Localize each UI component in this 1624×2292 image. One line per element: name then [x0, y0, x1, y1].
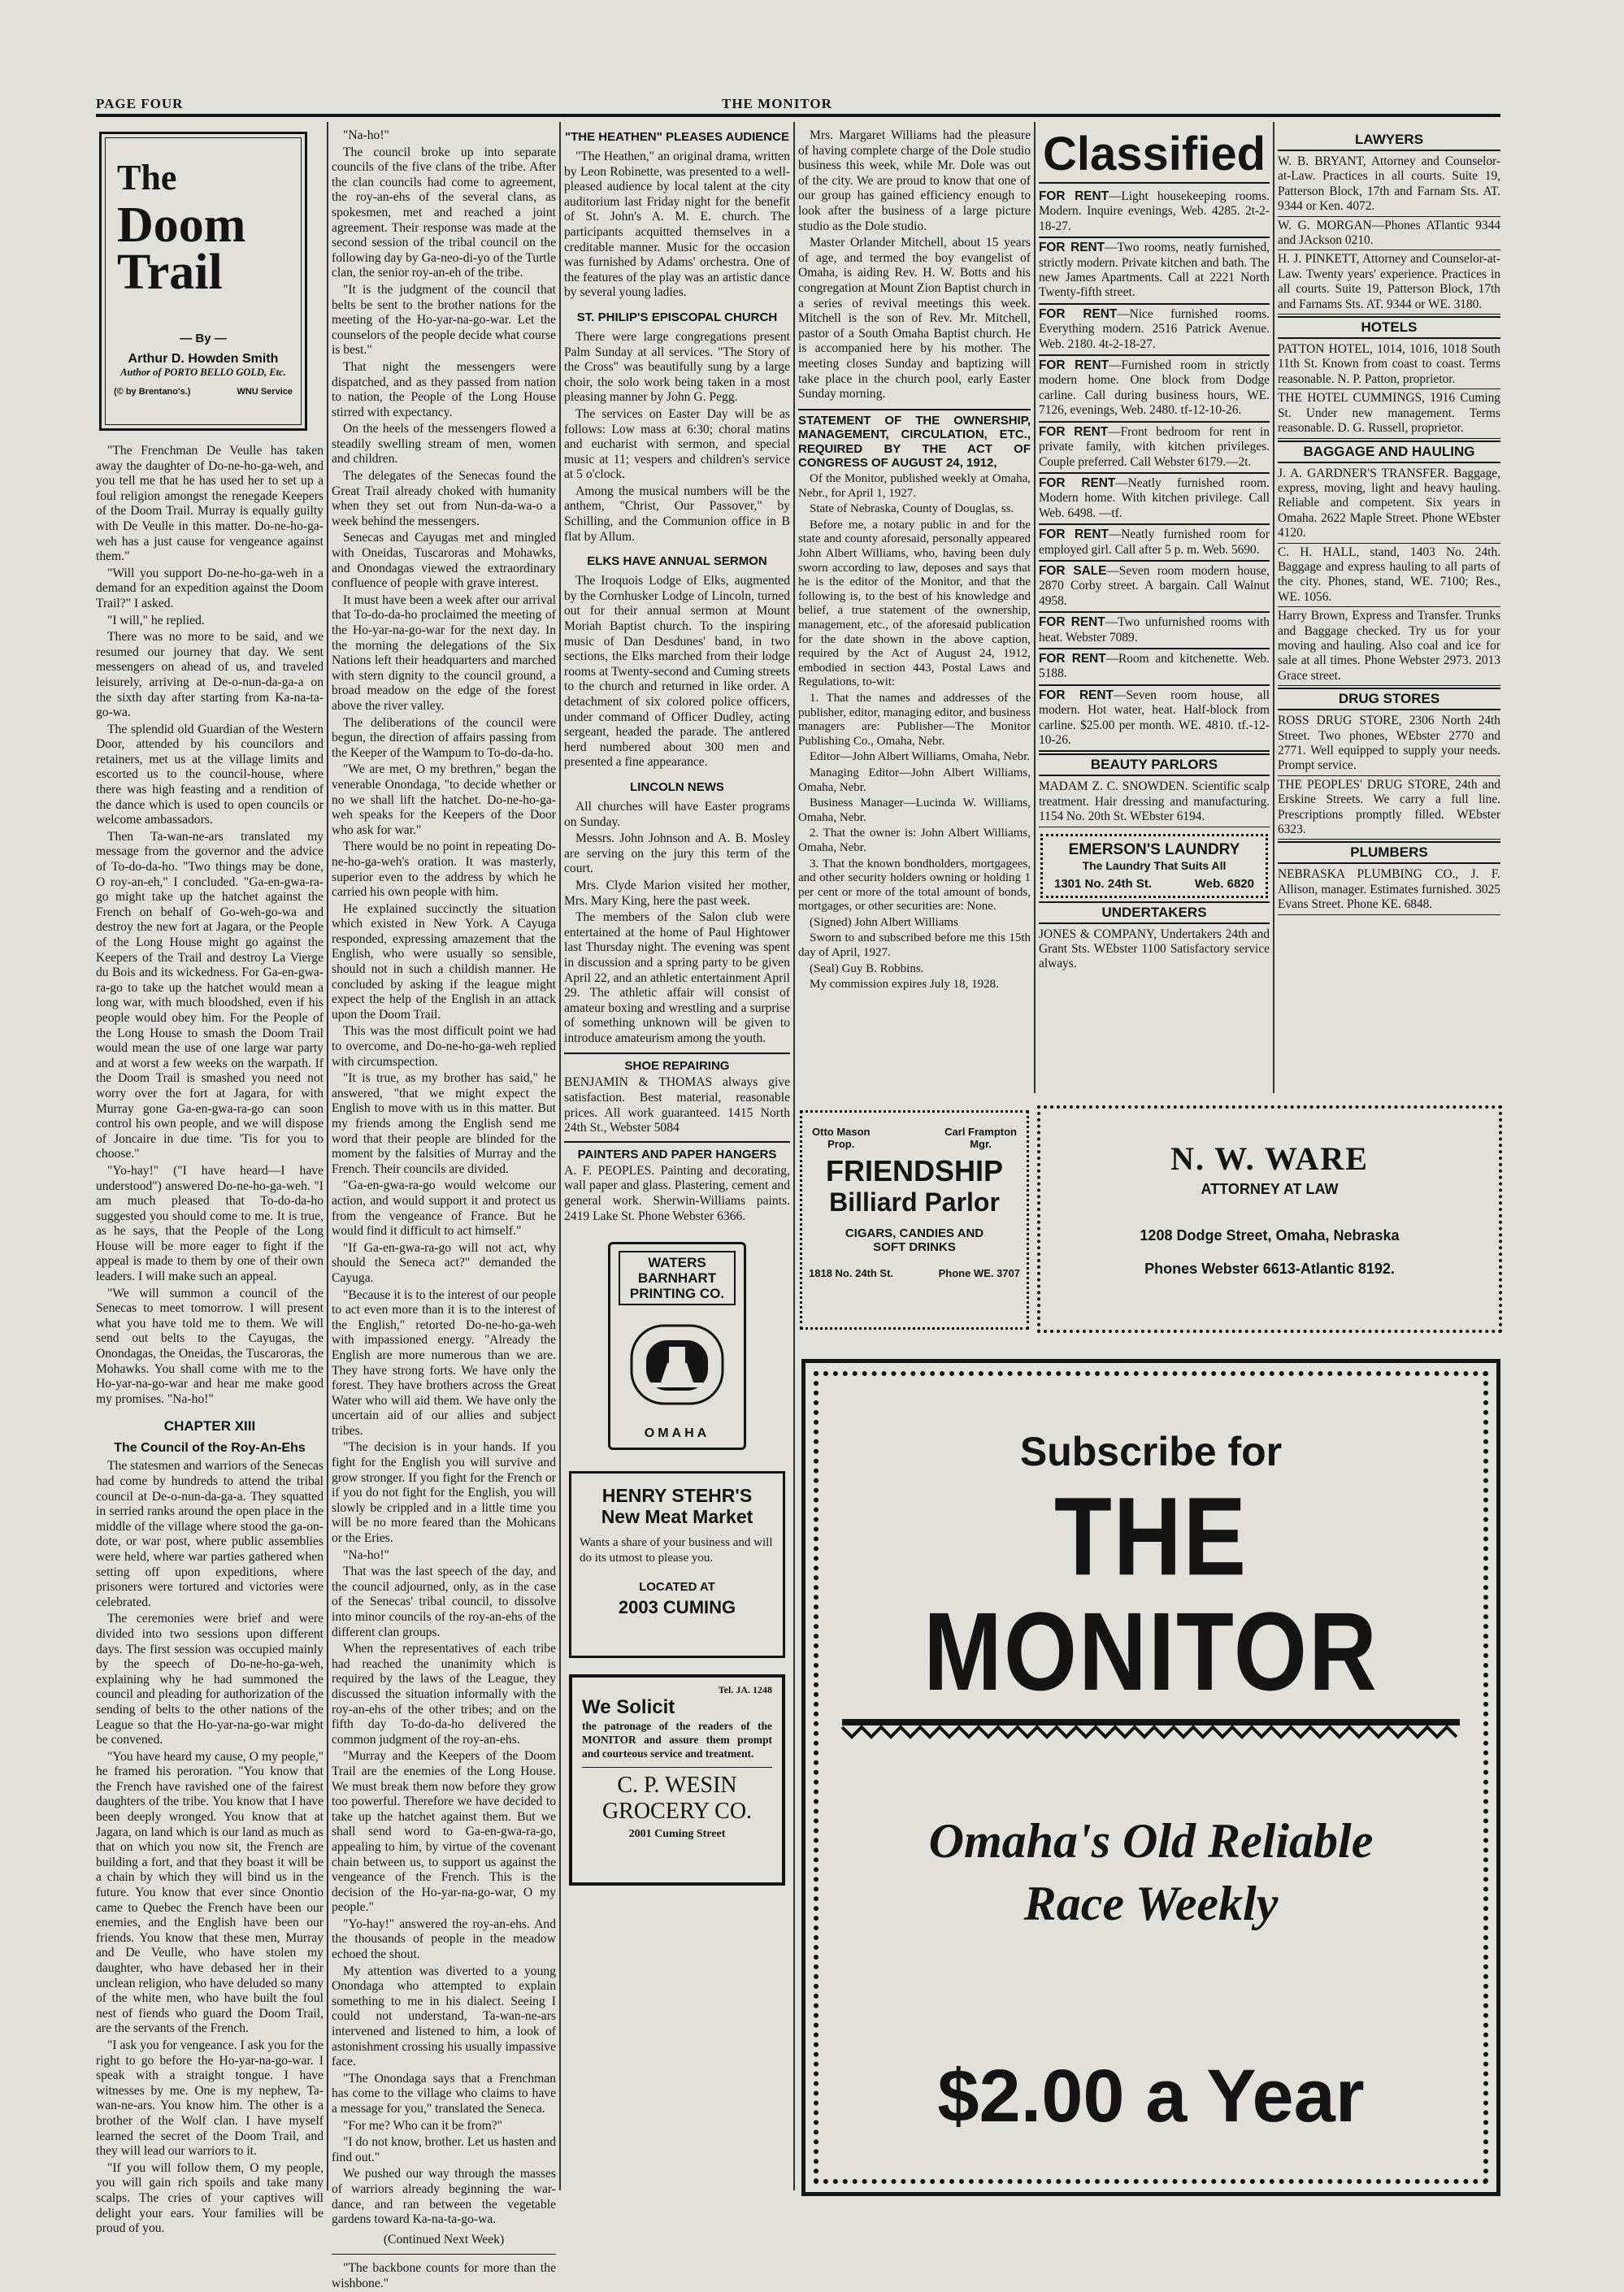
author-name: Arthur D. Howden Smith [128, 352, 279, 366]
story-body-cont [96, 1459, 323, 2236]
column-rule [1034, 122, 1036, 1093]
paragraph: "It is the judgment of the council that belts be sent to the brother nations for the meeting of the Ho-yar-na-go-war. Let the counselors of the people decide what course is best." [332, 282, 556, 358]
paragraph: This was the most difficult point we had to overcome, and Do-ne-ho-ga-weh replied with circumspection. [332, 1024, 556, 1069]
author-note: Author of PORTO BELLO GOLD, Etc. [120, 367, 286, 378]
chapter-subtitle: The Council of the Roy-An-Ehs [114, 1441, 306, 1456]
masthead-name: THE MONITOR [722, 96, 832, 111]
paragraph: "If you will follow them, O my people, you will gain rich spoils and take many scalps. The cries of your captives will delight your ears. Your families will be proud of you. [96, 2160, 323, 2236]
paragraph: "The Frenchman De Veulle has taken away the daughter of Do-ne-ho-ga-weh, and you tell me that he has used her to set up a foul religion amongst the renegade Keepers of the Doom Trail. Murray is equally guilty with De Veulle in this matter. Do-ne-ho-ga-weh has a just cause for vengeance against them." [96, 444, 323, 564]
paragraph: "For me? Who can it be from?" [343, 2118, 503, 2133]
paragraph: My attention was diverted to a young Onondaga who attempted to explain something to me in his dialect. Seeing I could not understand, Ta-wan-ne-ars intervened and listened to him, a look of astonishment crossing his usually impassive face. [332, 1964, 556, 2069]
paragraph: Messrs. John Johnson and A. B. Mosley are serving on the jury this term of the court. [564, 831, 790, 876]
hotels-heading: HOTELS [1278, 316, 1500, 339]
column-news [564, 128, 790, 2193]
paragraph: The Iroquois Lodge of Elks, augmented by the Cornhusker Lodge of Lincoln, turned out for their annual sermon at Mount Moriah Baptist church. To the inspiring music of Dan Desdunes' band, in two sections, the Elks marched from their lodge rooms at Twenty-second and Cuming streets to the church and returned in like order. A detachment of six colored police officers, under command of Officer Dudley, acting sergeant, headed the parade. The antlered herd numbered about 300 men and presented a fine appearance. [564, 574, 790, 770]
paragraph: Mrs. Margaret Williams had the pleasure of having complete charge of the Dole studio business this week, while Mr. Dole was out of the city. We are proud to know that one of our group has gained efficiency enough to look after the business of a large picture studio as the Dole studio. [798, 128, 1031, 233]
paragraph: Sworn to and subscribed before me this 15th day of April, 1927. [798, 931, 1031, 960]
paragraph: There was no more to be said, and we resumed our journey that day. We sent messengers on ahead of us, and traveled leisurely, arriving at De-o-nun-da-ga-a on the sixth day after starting from Ka-na-ta-go-wa. [96, 630, 323, 720]
paragraph: "I do not know, brother. Let us hasten and find out." [332, 2135, 556, 2164]
paragraph: The services on Easter Day will be as follows: Low mass at 6:30; choral matins and eucharist with sermon, and special music at 11; vespers and children's service at 5 o'clock. [564, 406, 790, 482]
paragraph: "Yo-hay!" ("I have heard—I have understood") answered Do-ne-ho-ga-weh. "I am much pleased that To-do-da-ho suggested you should come to me. It is true, as he says, that the People of the Long House will be more eager to fight if the appeal is made to them by one of their own leaders. I will make such an appeal. [96, 1163, 323, 1284]
paragraph: 1. That the names and addresses of the publisher, editor, managing editor, and business managers are: Publisher—The Monitor Publishing Co., Omaha, Nebr. [798, 691, 1031, 748]
paragraph: We pushed our way through the masses of warriors already beginning the war-dance, and ran between the vegetable gardens toward Ka-na-ta-go-wa. [332, 2167, 556, 2227]
paragraph: "The decision is in your hands. If you fight for the English you will survive and grow stronger. If you fight for the French or if you do not fight for the English, you will slowly be crippled and in a little time you will be no more feared than the Mohicans or the Eries. [332, 1440, 556, 1546]
classified-listing: FOR RENT—Front bedroom for rent in private family, with kitchen privileges. Couple preferred. Call Webster 6179.—2t. [1039, 423, 1270, 474]
paragraph: "We will summon a council of the Senecas to meet tomorrow. I will present what you have told me to them. We will send out belts to the Cayugas, the Onondagas, the Oneidas, the Tuscaroras, the Mohawks. You shall come with me to the Ho-yar-na-go-war and hear me make good my promises. "Na-ho!" [96, 1286, 323, 1406]
emerson-laundry-ad: EMERSON'S LAUNDRY The Laundry That Suits All 1301 No. 24th St. Web. 6820 [1040, 834, 1268, 898]
paragraph: Harry Brown, Express and Transfer. Trunks and Baggage checked. Try us for your moving and hauling. Also coal and ice for sale at all times. Phone Webster 2973. 2013 Grace street. [1278, 607, 1500, 686]
plumbers-heading: PLUMBERS [1278, 841, 1500, 864]
headline-lincoln: LINCOLN NEWS [630, 779, 724, 794]
baggage-heading: BAGGAGE AND HAULING [1278, 441, 1500, 463]
paragraph: "We are met, O my brethren," began the venerable Onondaga, "to decide whether or no we shall lift the hatchet. Do-ne-ho-ga-weh speaks for the Keepers of the Door who ask for war." [332, 762, 556, 837]
paragraph: 2. That the owner is: John Albert Williams, Omaha, Nebr. [798, 827, 1031, 854]
paragraph: C. H. HALL, stand, 1403 No. 24th. Baggage and express hauling to all parts of the city. Phones, stand, WE. 7100; Res., WE. 1056. [1278, 544, 1500, 608]
chapter-heading: CHAPTER XIII [163, 1418, 256, 1435]
paragraph: NEBRASKA PLUMBING CO., J. F. Allison, manager. Estimates furnished. 3025 Evans Street. Phone KE. 6848. [1278, 866, 1500, 914]
waters-barnhart-ad: WATERS BARNHART PRINTING CO. OMAHA [608, 1242, 746, 1450]
paragraph: "The Onondaga says that a Frenchman has come to the village who claims to have a message for you," translated the Seneca. [332, 2071, 556, 2116]
paragraph: "I ask you for vengeance. I ask you for the right to go before the Ho-yar-na-go-war. I speak with a straight tongue. I have witnesses by me. One is my nephew, Ta-wan-ne-ars. You know him. The other is a brother of the Wolf clan. I have myself learned the secret of the Doom Trail, and they will lead our warriors to it. [96, 2038, 323, 2159]
paragraph: Master Orlander Mitchell, about 15 years of age, and termed the boy evangelist of Omaha, is aiding Rev. H. W. Botts and his congregation at Mount Zion Baptist church in a series of revival meetings this week. Mitchell is the son of Rev. Mr. Mitchell, pastor of a South Omaha Baptist church. He is accompanied here by his mother. The meeting closes Sunday and baptizing will take place in the church pool, early Easter Sunday morning. [798, 236, 1031, 402]
painters-ad: A. F. PEOPLES. Painting and decorating, wall paper and glass. Plastering, cement and general work. Sherwin-Williams paints. 2419 Lake St. Phone Webster 6366. [564, 1163, 790, 1223]
paragraph: J. A. GARDNER'S TRANSFER. Baggage, express, moving, light and heavy hauling. Reliable and competent. Six years in Omaha. 2622 Maple Street. Phone WEbster 4120. [1278, 465, 1500, 544]
byline: — By — [180, 332, 227, 345]
column-rule [1273, 122, 1274, 1093]
paragraph: (Signed) John Albert Williams [810, 915, 958, 929]
paragraph: H. J. PINKETT, Attorney and Counselor-at-Law. Twenty years' experience. Practices in all courts. Suite 19, Patterson Block, 17th and Farnams Sts. AT. 9344 or WE. 3180. [1278, 250, 1500, 315]
paragraph: My commission expires July 18, 1928. [810, 978, 999, 992]
paragraph: Managing Editor—John Albert Williams, Omaha, Nebr. [798, 766, 1031, 794]
column-story [96, 128, 323, 2236]
paragraph: When the representatives of each tribe had reached the unanimity which is required by the laws of the League, they discussed the situation informally with the roy-an-ehs of the other tribes; and on the fifth day To-do-da-ho delivered the common judgment of the roy-an-ehs. [332, 1642, 556, 1747]
paragraph: "Because it is to the interest of our people to act even more than it is to the interest of the English," retorted Do-ne-ho-ga-weh with impassioned energy. "Already the English are more numerous than we are. They have strong forts. We have only the forest. They have brothers across the Great Water who will aid them. We have only the uncertain aid of our allies and subject tribes. [332, 1287, 556, 1438]
paragraph: "I will," he replied. [107, 613, 205, 627]
decorative-rule-graphic [842, 1716, 1460, 1740]
column-story-cont [332, 128, 556, 2290]
continued-note: (Continued Next Week) [383, 2232, 505, 2246]
paragraph: That night the messengers were dispatched, and as they passed from nation to nation, the People of the Long House stirred with expectancy. [332, 359, 556, 419]
filler-quote: "The backbone counts for more than the wishbone." [332, 2261, 556, 2290]
paragraph: THE HOTEL CUMMINGS, 1916 Cuming St. Under new management. Terms reasonable. D. G. Russell, proprietor. [1278, 389, 1500, 438]
paragraph: He explained succinctly the situation which existed in New York. A Cayuga responded, expressing amazement that the English, who were usually so sensible, should not in such a childish manner. He concluded by asking if the league might expect the help of the English in an attack upon the Doom Trail. [332, 901, 556, 1022]
beauty-heading: BEAUTY PARLORS [1039, 753, 1270, 776]
paragraph: It must have been a week after our arrival that To-do-da-ho proclaimed the meeting of the Ho-yar-na-go-war for the next day. In the morning the delegations of the Six Nations left their headquarters and marched with stern dignity to the council ground, a broad meadow on the edge of the forest above the river valley. [332, 593, 556, 713]
classified-listing: FOR RENT—Neatly furnished room for employed girl. Call after 5 p. m. Web. 5690. [1039, 525, 1270, 562]
paragraph: The members of the Salon club were entertained at the home of Paul Hightower last Thursday night. The evening was spent in discussion and a spring party to be given April 22, and an athletic entertainment April 29. The athletic affair will consist of amateur boxing and wrestling and a surprise of something unknown will be given to introduce amateurism among the youth. [564, 910, 790, 1045]
story-title-box [99, 132, 307, 431]
column-classified [1039, 128, 1270, 1092]
drug-stores-heading: DRUG STORES [1278, 688, 1500, 710]
paragraph: (Seal) Guy B. Robbins. [810, 962, 924, 975]
headline-shoe-repairing: SHOE REPAIRING [624, 1059, 730, 1074]
beauty-listing: MADAM Z. C. SNOWDEN. Scientific scalp treatment. Hair dressing and manufacturing. 1154 No. 20th St. WEbster 6194. [1039, 778, 1270, 827]
headline-painters: PAINTERS AND PAPER HANGERS [577, 1147, 777, 1161]
paragraph: State of Nebraska, County of Douglas, ss. [810, 502, 1014, 516]
paragraph: The delegates of the Senecas found the Great Trail already choked with humanity when they set out from Nun-da-wa-o a week behind the messengers. [332, 469, 556, 528]
paragraph: Editor—John Albert Williams, Omaha, Nebr. [810, 750, 1031, 764]
lawyers-heading: LAWYERS [1278, 130, 1500, 151]
paragraph: PATTON HOTEL, 1014, 1016, 1018 South 11th St. Known from coast to coast. Terms reasonable. N. P. Patton, proprietor. [1278, 341, 1500, 389]
classified-listing: FOR RENT—Two unfurnished rooms with heat. Webster 7089. [1039, 613, 1270, 649]
paragraph: Senecas and Cayugas met and mingled with Oneidas, Tuscaroras and Mohawks, and Onondagas viewed the extraordinary confluence of people with grave interest. [332, 531, 556, 591]
henry-stehr-ad: HENRY STEHR'S New Meat Market Wants a share of your business and will do its utmost to please you. LOCATED AT 2003 CUMING [569, 1471, 785, 1658]
classified-listing: FOR RENT—Seven room house, all modern. Hot water, heat. Half-block from carline. $25.00 per month. WE. 4810. tf.-12-10-26. [1039, 686, 1270, 753]
subscribe-ad: Subscribe for THE MONITOR Omaha's Old Reliable Race Weekly $2.00 a Year [801, 1359, 1500, 2196]
paragraph: 3. That the known bondholders, mortgagees, and other security holders owning or holding 1 per cent or more of the total amount of bonds, mortgages, or other securities are: None. [798, 857, 1031, 914]
paragraph: The splendid old Guardian of the Western Door, attended by his councilors and retainers, met us at the village limits and escorted us to the council-house, where there was high feasting and a rendition of the dance which is used to open councils or welcome ambassadors. [96, 722, 323, 827]
column-local-news [798, 128, 1031, 1092]
page-header [96, 96, 1500, 114]
paragraph: W. G. MORGAN—Phones ATlantic 9344 and JAckson 0210. [1278, 217, 1500, 251]
classified-listing: FOR RENT—Neatly furnished room. Modern home. With kitchen privilege. Call Web. 6498. —tf. [1039, 474, 1270, 525]
paragraph: "Ga-en-gwa-ra-go would welcome our action, and would support it and protect us from the vengeance of France. But he would find it difficult to act himself." [332, 1179, 556, 1239]
copyright: (© by Brentano's.) [114, 387, 191, 397]
column-rule [327, 122, 328, 2190]
headline-st-philips: ST. PHILIP'S EPISCOPAL CHURCH [576, 310, 778, 324]
classified-listing: FOR SALE—Seven room modern house, 2870 Corby street. A bargain. Call Walnut 4958. [1039, 562, 1270, 613]
undertakers-heading: UNDERTAKERS [1039, 901, 1270, 924]
paragraph: The deliberations of the council were begun, the direction of affairs passing from the Keeper of the Wampum to To-do-da-ho. [332, 715, 556, 760]
paragraph: "Na-ho!" [343, 128, 389, 142]
paragraph: Before me, a notary public in and for the state and county aforesaid, personally appeared John Albert Williams, who, having been duly sworn according to law, deposes and says that he is the editor of the Monitor, and that the following is, to the best of his knowledge and belief, a true statement of the ownership, management, etc., of the aforesaid publication for the date shown in the above caption, required by the Act of August 24, 1912, embodied in section 443, Postal Laws and Regulations, to-wit: [798, 518, 1031, 689]
shoe-repair-ad: BENJAMIN & THOMAS always give satisfaction. Best material, reasonable prices. All work guaranteed. 1415 North 24th St., Webster 5084 [564, 1075, 790, 1135]
paragraph: The council broke up into separate councils of the five clans of the tribe. After the clan councils had come to agreement, the roy-an-ehs of the several clans, as spokesmen, met and reached a joint agreement. Their response was made at the second session of the tribal council on the following day by Ga-neo-di-yo of the Turtle clan, the senior roy-an-eh of the tribe. [332, 145, 556, 280]
paragraph: "The Heathen," an original drama, written by Leon Robinette, was presented to a well-pleased audience by local talent at the city auditorium last Friday night for the benefit of St. John's A. M. E. church. The participants acquitted themselves in a creditable manner. Music for the occasion was furnished by Adams' orchestra. One of the features of the play was an artistic dance by several young ladies. [564, 150, 790, 300]
classified-listing: FOR RENT—Light housekeeping rooms. Modern. Inquire evenings, Web. 4285. 2t-2-18-27. [1039, 187, 1270, 238]
classified-listing: FOR RENT—Furnished room in strictly modern home. One block from Dodge carline. Call during business hours, WE. 7126, evenings, Web. 2480. tf-12-10-26. [1039, 356, 1270, 423]
column-directory [1278, 128, 1500, 1092]
friendship-billiard-ad: Otto Mason Prop. Carl Frampton Mgr. FRIENDSHIP Billiard Parlor CIGARS, CANDIES AND SOFT DRINKS 1818 No. 24th St. Phone WE. 3707 [800, 1110, 1029, 1330]
page-number: PAGE FOUR [96, 96, 184, 111]
paragraph: That was the last speech of the day, and the council adjourned, only, as in the case of the Senecas' tribal council, to dissolve into minor councils of the roy-an-ehs of the different clan groups. [332, 1565, 556, 1639]
column-rule [559, 122, 561, 2190]
paragraph: Business Manager—Lucinda W. Williams, Omaha, Nebr. [798, 797, 1031, 824]
paragraph: The ceremonies were brief and were divided into two sessions upon different days. The first session was occupied mainly by the speech of Do-ne-ho-ga-weh, explaining why he had summoned the council and pleading for authorization of the sending of belts to the other nations of the League so that the Ho-yar-na-go-war might be convened. [96, 1612, 323, 1747]
paragraph: There would be no point in repeating Do-ne-ho-ga-weh's oration. It was masterly, superior even to the address by which he carried his own people with him. [332, 840, 556, 900]
column-rule [793, 122, 795, 2190]
paragraph: On the heels of the messengers flowed a steadily swelling stream of men, women and children. [332, 422, 556, 467]
paragraph: "Yo-hay!" answered the roy-an-ehs. And the thousands of people in the meadow echoed the shout. [332, 1917, 556, 1962]
undertakers-listing: JONES & COMPANY, Undertakers 24th and Grant Sts. WEbster 1100 Satisfactory service always. [1039, 927, 1270, 971]
paragraph: Then Ta-wan-ne-ars translated my message from the governor and the advice of To-do-da-ho. "Two things may be done, O roy-an-eh," I concluded. "Ga-en-gwa-ra-go might take up the hatchet against the French on behalf of Go-weh-go-wa and destroy the new fort at Jagara, or the People of the Long House might go against the Keepers of the Trail and destroy La Vierge du Bois and its wickedness. For Ga-en-gwa-ra-go to take up the hatchet would mean a long war, with much bloodshed, even if his people would obey him. For the People of the Long House to smash the Doom Trail would mean the use of one large war party and at worst a few weeks on the warpath. If the Doom Trail is smashed you need not worry over the fort at Jagara, for with Murray gone Ga-en-gwa-ra-go can soon control his own people, and we will dispose of Joncaire in due time. 'Tis for you to choose." [96, 829, 323, 1161]
story-title: The Doom Trail [117, 158, 246, 300]
headline-elks: ELKS HAVE ANNUAL SERMON [587, 554, 767, 569]
paragraph: "You have heard my cause, O my people," he framed his peroration. "You know that the French have ravished one of the fairest daughters of the tribe. You know that I have been deeply wronged. You know that at Jagara, on land which is our land as much as that on which you now sit, the French are building a fort, and that they boast it will be a chain by which they will bind us in the future. You know that ever since Onontio came to Quebec the French have been our enemies, and the English have been our friends. You know that these men, Murray and De Veulle, who have stolen my daughter, who have debased her in their unclean religion, who have deluded so many of the white men, who have built the foul nest of fiends who guard the Doom Trail, are the servants of the French. [96, 1749, 323, 2036]
story-body [96, 444, 323, 1407]
paragraph: There were large congregations present Palm Sunday at all services. "The Story of the Cross" was beautifully sung by a large choir, the solo work being taken in a most pleasing manner by John G. Pegg. [564, 329, 790, 405]
paragraph: "Murray and the Keepers of the Doom Trail are the enemies of the Long House. We must break them now before they grow too powerful. Therefore we have decided to take up the hatchet against them. But we shall send word to Ga-en-gwa-ra-go, appealing to him, by virtue of the covenant chain between us, to support us against the vengeance of the French. This is the decision of the Ho-yar-na-go-war, O my people." [332, 1749, 556, 1915]
classified-listing: FOR RENT—Nice furnished rooms. Everything modern. 2516 Patrick Avenue. Web. 2180. 4t-2-18-27. [1039, 305, 1270, 356]
paragraph: Among the musical numbers will be the anthem, "Christ, Our Passover," by Schilling, and the Communion office in B flat by Allum. [564, 484, 790, 544]
headline-heathen: "THE HEATHEN" PLEASES AUDIENCE [565, 130, 789, 144]
paragraph: THE PEOPLES' DRUG STORE, 24th and Erskine Streets. We carry a full line. Prescriptions promptly filled. WEbster 6323. [1278, 776, 1500, 840]
statement-heading: STATEMENT OF THE OWNERSHIP, MANAGEMENT, CIRCULATION, ETC., REQUIRED BY THE ACT OF CONGRESS OF AUGUST 24, 1912, [798, 413, 1031, 471]
paragraph: Of the Monitor, published weekly at Omaha, Nebr., for April 1, 1927. [798, 472, 1031, 500]
syndicate: WNU Service [237, 387, 293, 397]
paragraph: All churches will have Easter programs on Sunday. [564, 799, 790, 829]
paragraph: W. B. BRYANT, Attorney and Counselor-at-Law. Practices in all courts. Suite 19, Patterson Block, 17th and Farnam Sts. AT. 9344 or Ken. 4072. [1278, 153, 1500, 217]
paragraph: Mrs. Clyde Marion visited her mother, Mrs. Mary King, here the past week. [564, 878, 790, 908]
nw-ware-ad: N. W. WARE ATTORNEY AT LAW 1208 Dodge Street, Omaha, Nebraska Phones Webster 6613-Atlantic 8192. [1037, 1105, 1502, 1333]
classified-listing: FOR RENT—Two rooms, neatly furnished, strictly modern. Private kitchen and bath. The new James Apartments. Call at 2221 North Twenty-fifth street. [1039, 238, 1270, 305]
paragraph: ROSS DRUG STORE, 2306 North 24th Street. Two phones, WEbster 2770 and 2771. Well equipped to supply your needs. Prompt service. [1278, 712, 1500, 776]
paragraph: "Will you support Do-ne-ho-ga-weh in a demand for an expedition against the Doom Trail?" I asked. [96, 566, 323, 610]
paragraph: "If Ga-en-gwa-ra-go will not act, why should the Seneca act?" demanded the Cayuga. [332, 1240, 556, 1285]
wesin-grocery-ad: Tel. JA. 1248 We Solicit the patronage of the readers of the MONITOR and assure them prompt and courteous service and treatment. C. P. WESIN GROCERY CO. 2001 Cuming Street [569, 1674, 785, 1886]
printing-press-icon [628, 1322, 726, 1412]
paragraph: "It is true, as my brother has said," he answered, "that we might expect the English to move with us in this matter. But my friends among the English send me word that their people are blinded for the moment by the falsities of Murray and the French. Their councils are divided. [332, 1071, 556, 1176]
classified-title: Classified [1039, 128, 1270, 184]
classified-listing: FOR RENT—Room and kitchenette. Web. 5188. [1039, 649, 1270, 686]
header-rule [96, 114, 1500, 117]
paragraph: The statesmen and warriors of the Senecas had come by hundreds to attend the tribal council at De-o-nun-da-ga-a. They squatted in serried ranks around the open place in the middle of the village where stood the ga-on-dote, or war post, where public assemblies were held, where war parties gathered when setting off upon expeditions, where prisoners were tortured and victories were celebrated. [96, 1459, 323, 1609]
paragraph: "Na-ho!" [343, 1548, 389, 1562]
